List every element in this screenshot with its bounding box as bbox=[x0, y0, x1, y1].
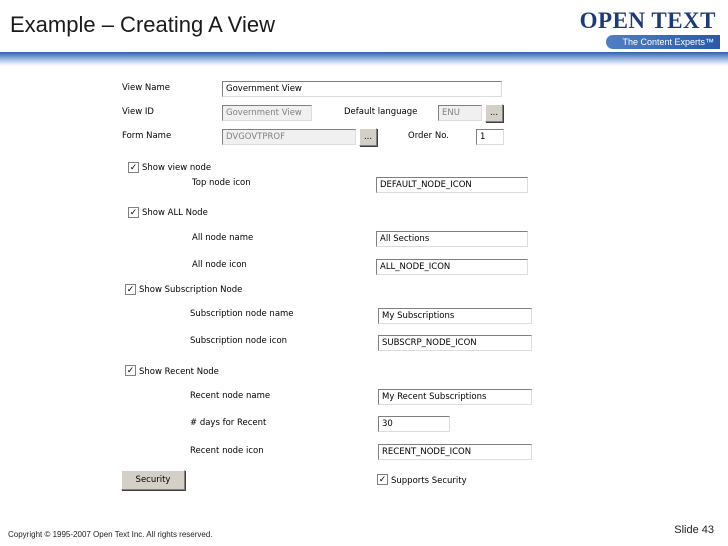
show-subscription-node-label: Show Subscription Node bbox=[139, 285, 243, 295]
all-node-icon-label: All node icon bbox=[192, 260, 247, 270]
logo-tagline: The Content Experts™ bbox=[606, 35, 720, 49]
show-subscription-node-checkbox[interactable]: ✓ bbox=[126, 284, 135, 294]
security-button[interactable]: Security bbox=[121, 470, 185, 490]
all-node-name-label: All node name bbox=[192, 233, 254, 243]
slide-title: Example – Creating A View bbox=[10, 12, 275, 37]
recent-node-name-label: Recent node name bbox=[190, 391, 271, 401]
show-all-node-checkbox[interactable]: ✓ bbox=[129, 207, 138, 217]
recent-node-icon-input[interactable]: RECENT_NODE_ICON bbox=[378, 444, 532, 460]
all-node-icon-input[interactable]: ALL_NODE_ICON bbox=[376, 259, 528, 275]
subscription-node-icon-input[interactable]: SUBSCRP_NODE_ICON bbox=[378, 335, 532, 351]
show-view-node-label: Show view node bbox=[142, 163, 212, 173]
show-view-node-checkbox[interactable]: ✓ bbox=[129, 162, 138, 172]
default-language-browse-button[interactable]: ... bbox=[485, 104, 503, 122]
supports-security-checkbox[interactable]: ✓ bbox=[378, 474, 387, 484]
show-recent-node-checkbox[interactable]: ✓ bbox=[126, 365, 135, 375]
show-recent-node-label: Show Recent Node bbox=[139, 367, 219, 377]
top-node-icon-input[interactable]: DEFAULT_NODE_ICON bbox=[376, 177, 528, 193]
form-name-label: Form Name bbox=[122, 131, 172, 141]
title-underline-band bbox=[0, 52, 728, 66]
recent-node-name-input[interactable]: My Recent Subscriptions bbox=[378, 389, 532, 405]
show-all-node-label: Show ALL Node bbox=[142, 208, 208, 218]
order-no-label: Order No. bbox=[408, 131, 449, 141]
logo-wordmark: OPEN TEXT bbox=[579, 8, 716, 33]
days-for-recent-label: # days for Recent bbox=[190, 418, 267, 428]
default-language-label: Default language bbox=[344, 107, 418, 117]
all-node-name-input[interactable]: All Sections bbox=[376, 231, 528, 247]
slide-number: Slide 43 bbox=[674, 524, 714, 536]
top-node-icon-label: Top node icon bbox=[192, 178, 251, 188]
subscription-node-name-input[interactable]: My Subscriptions bbox=[378, 308, 532, 324]
supports-security-label: Supports Security bbox=[391, 476, 467, 486]
subscription-node-icon-label: Subscription node icon bbox=[190, 336, 288, 346]
recent-node-icon-label: Recent node icon bbox=[190, 446, 264, 456]
view-id-label: View ID bbox=[122, 107, 154, 117]
subscription-node-name-label: Subscription node name bbox=[190, 309, 294, 319]
default-language-input[interactable]: ENU bbox=[438, 105, 482, 121]
view-name-input[interactable]: Government View bbox=[222, 81, 502, 97]
copyright-notice: Copyright © 1995-2007 Open Text Inc. All rights reserved. bbox=[8, 530, 213, 539]
order-no-input[interactable]: 1 bbox=[476, 129, 504, 145]
open-text-logo bbox=[579, 8, 720, 48]
form-name-browse-button[interactable]: ... bbox=[359, 128, 377, 146]
form-name-input[interactable]: DVGOVTPROF bbox=[222, 129, 356, 145]
view-name-label: View Name bbox=[122, 83, 170, 93]
days-for-recent-input[interactable]: 30 bbox=[378, 416, 450, 432]
view-form-screenshot bbox=[118, 70, 576, 498]
view-id-input[interactable]: Government View bbox=[222, 105, 312, 121]
